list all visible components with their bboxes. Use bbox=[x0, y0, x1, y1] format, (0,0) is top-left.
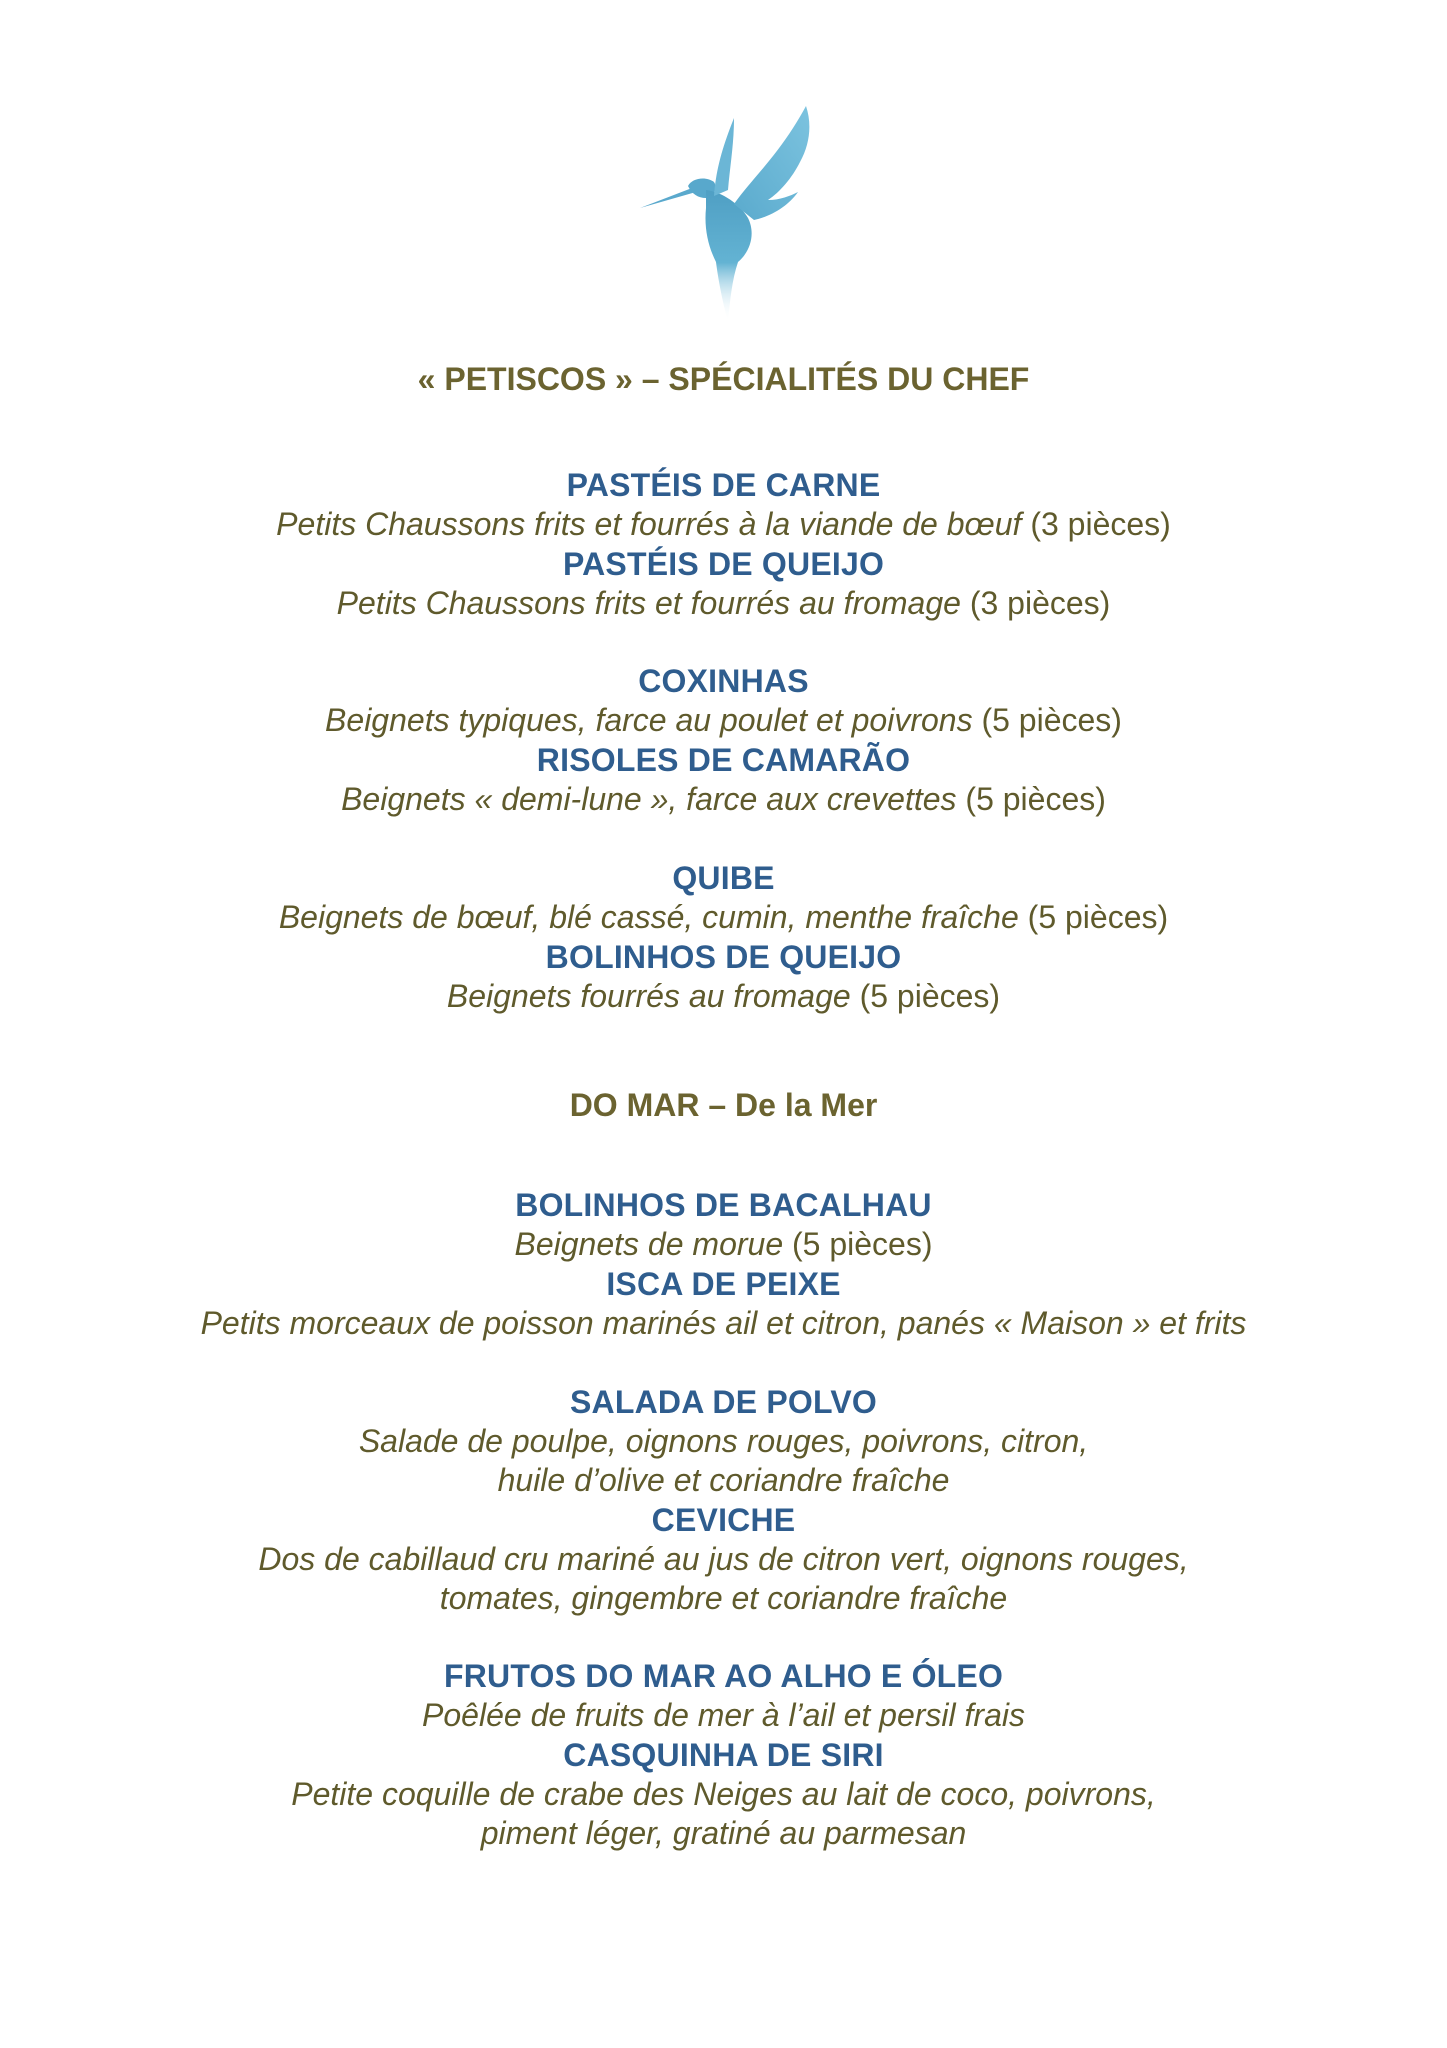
item-description: Petits morceaux de poisson marinés ail et citron, panés « Maison » et frits bbox=[200, 1305, 1247, 1341]
item-name-risoles-de-camarao: RISOLES DE CAMARÃO bbox=[536, 742, 911, 778]
item-description-continued: huile d’olive et coriandre fraîche bbox=[497, 1462, 950, 1498]
item-description: Beignets de morue (5 pièces) bbox=[514, 1226, 933, 1262]
section-title-petiscos: « PETISCOS » – SPÉCIALITÉS DU CHEF bbox=[417, 361, 1030, 397]
hummingbird-logo-icon bbox=[630, 100, 830, 325]
item-description: Petite coquille de crabe des Neiges au lait de coco, poivrons, bbox=[291, 1776, 1156, 1812]
item-name-pasteis-de-carne: PASTÉIS DE CARNE bbox=[566, 467, 881, 503]
item-name-casquinha-de-siri: CASQUINHA DE SIRI bbox=[563, 1737, 884, 1773]
item-description: Beignets typiques, farce au poulet et poivrons (5 pièces) bbox=[325, 702, 1122, 738]
item-description: Beignets de bœuf, blé cassé, cumin, menthe fraîche (5 pièces) bbox=[278, 899, 1169, 935]
item-name-bolinhos-de-bacalhau: BOLINHOS DE BACALHAU bbox=[515, 1187, 932, 1223]
item-description: Petits Chaussons frits et fourrés à la viande de bœuf (3 pièces) bbox=[276, 506, 1171, 542]
item-name-isca-de-peixe: ISCA DE PEIXE bbox=[606, 1266, 841, 1302]
item-name-coxinhas: COXINHAS bbox=[638, 663, 809, 699]
item-description: Salade de poulpe, oignons rouges, poivrons, citron, bbox=[358, 1423, 1089, 1459]
item-name-quibe: QUIBE bbox=[672, 860, 775, 896]
item-name-pasteis-de-queijo: PASTÉIS DE QUEIJO bbox=[562, 546, 885, 582]
item-description-continued: tomates, gingembre et coriandre fraîche bbox=[439, 1580, 1008, 1616]
item-name-frutos-do-mar: FRUTOS DO MAR AO ALHO E ÓLEO bbox=[443, 1658, 1004, 1694]
item-name-bolinhos-de-queijo: BOLINHOS DE QUEIJO bbox=[545, 939, 902, 975]
item-description: Petits Chaussons frits et fourrés au fromage (3 pièces) bbox=[336, 585, 1111, 621]
item-name-ceviche: CEVICHE bbox=[651, 1502, 796, 1538]
section-title-do-mar: DO MAR – De la Mer bbox=[569, 1087, 878, 1123]
item-description: Poêlée de fruits de mer à l’ail et persil frais bbox=[422, 1697, 1025, 1733]
item-description-continued: piment léger, gratiné au parmesan bbox=[480, 1815, 967, 1851]
item-description: Dos de cabillaud cru mariné au jus de citron vert, oignons rouges, bbox=[258, 1541, 1189, 1577]
item-name-salada-de-polvo: SALADA DE POLVO bbox=[569, 1384, 877, 1420]
item-description: Beignets fourrés au fromage (5 pièces) bbox=[446, 978, 1001, 1014]
item-description: Beignets « demi-lune », farce aux crevettes (5 pièces) bbox=[341, 781, 1106, 817]
